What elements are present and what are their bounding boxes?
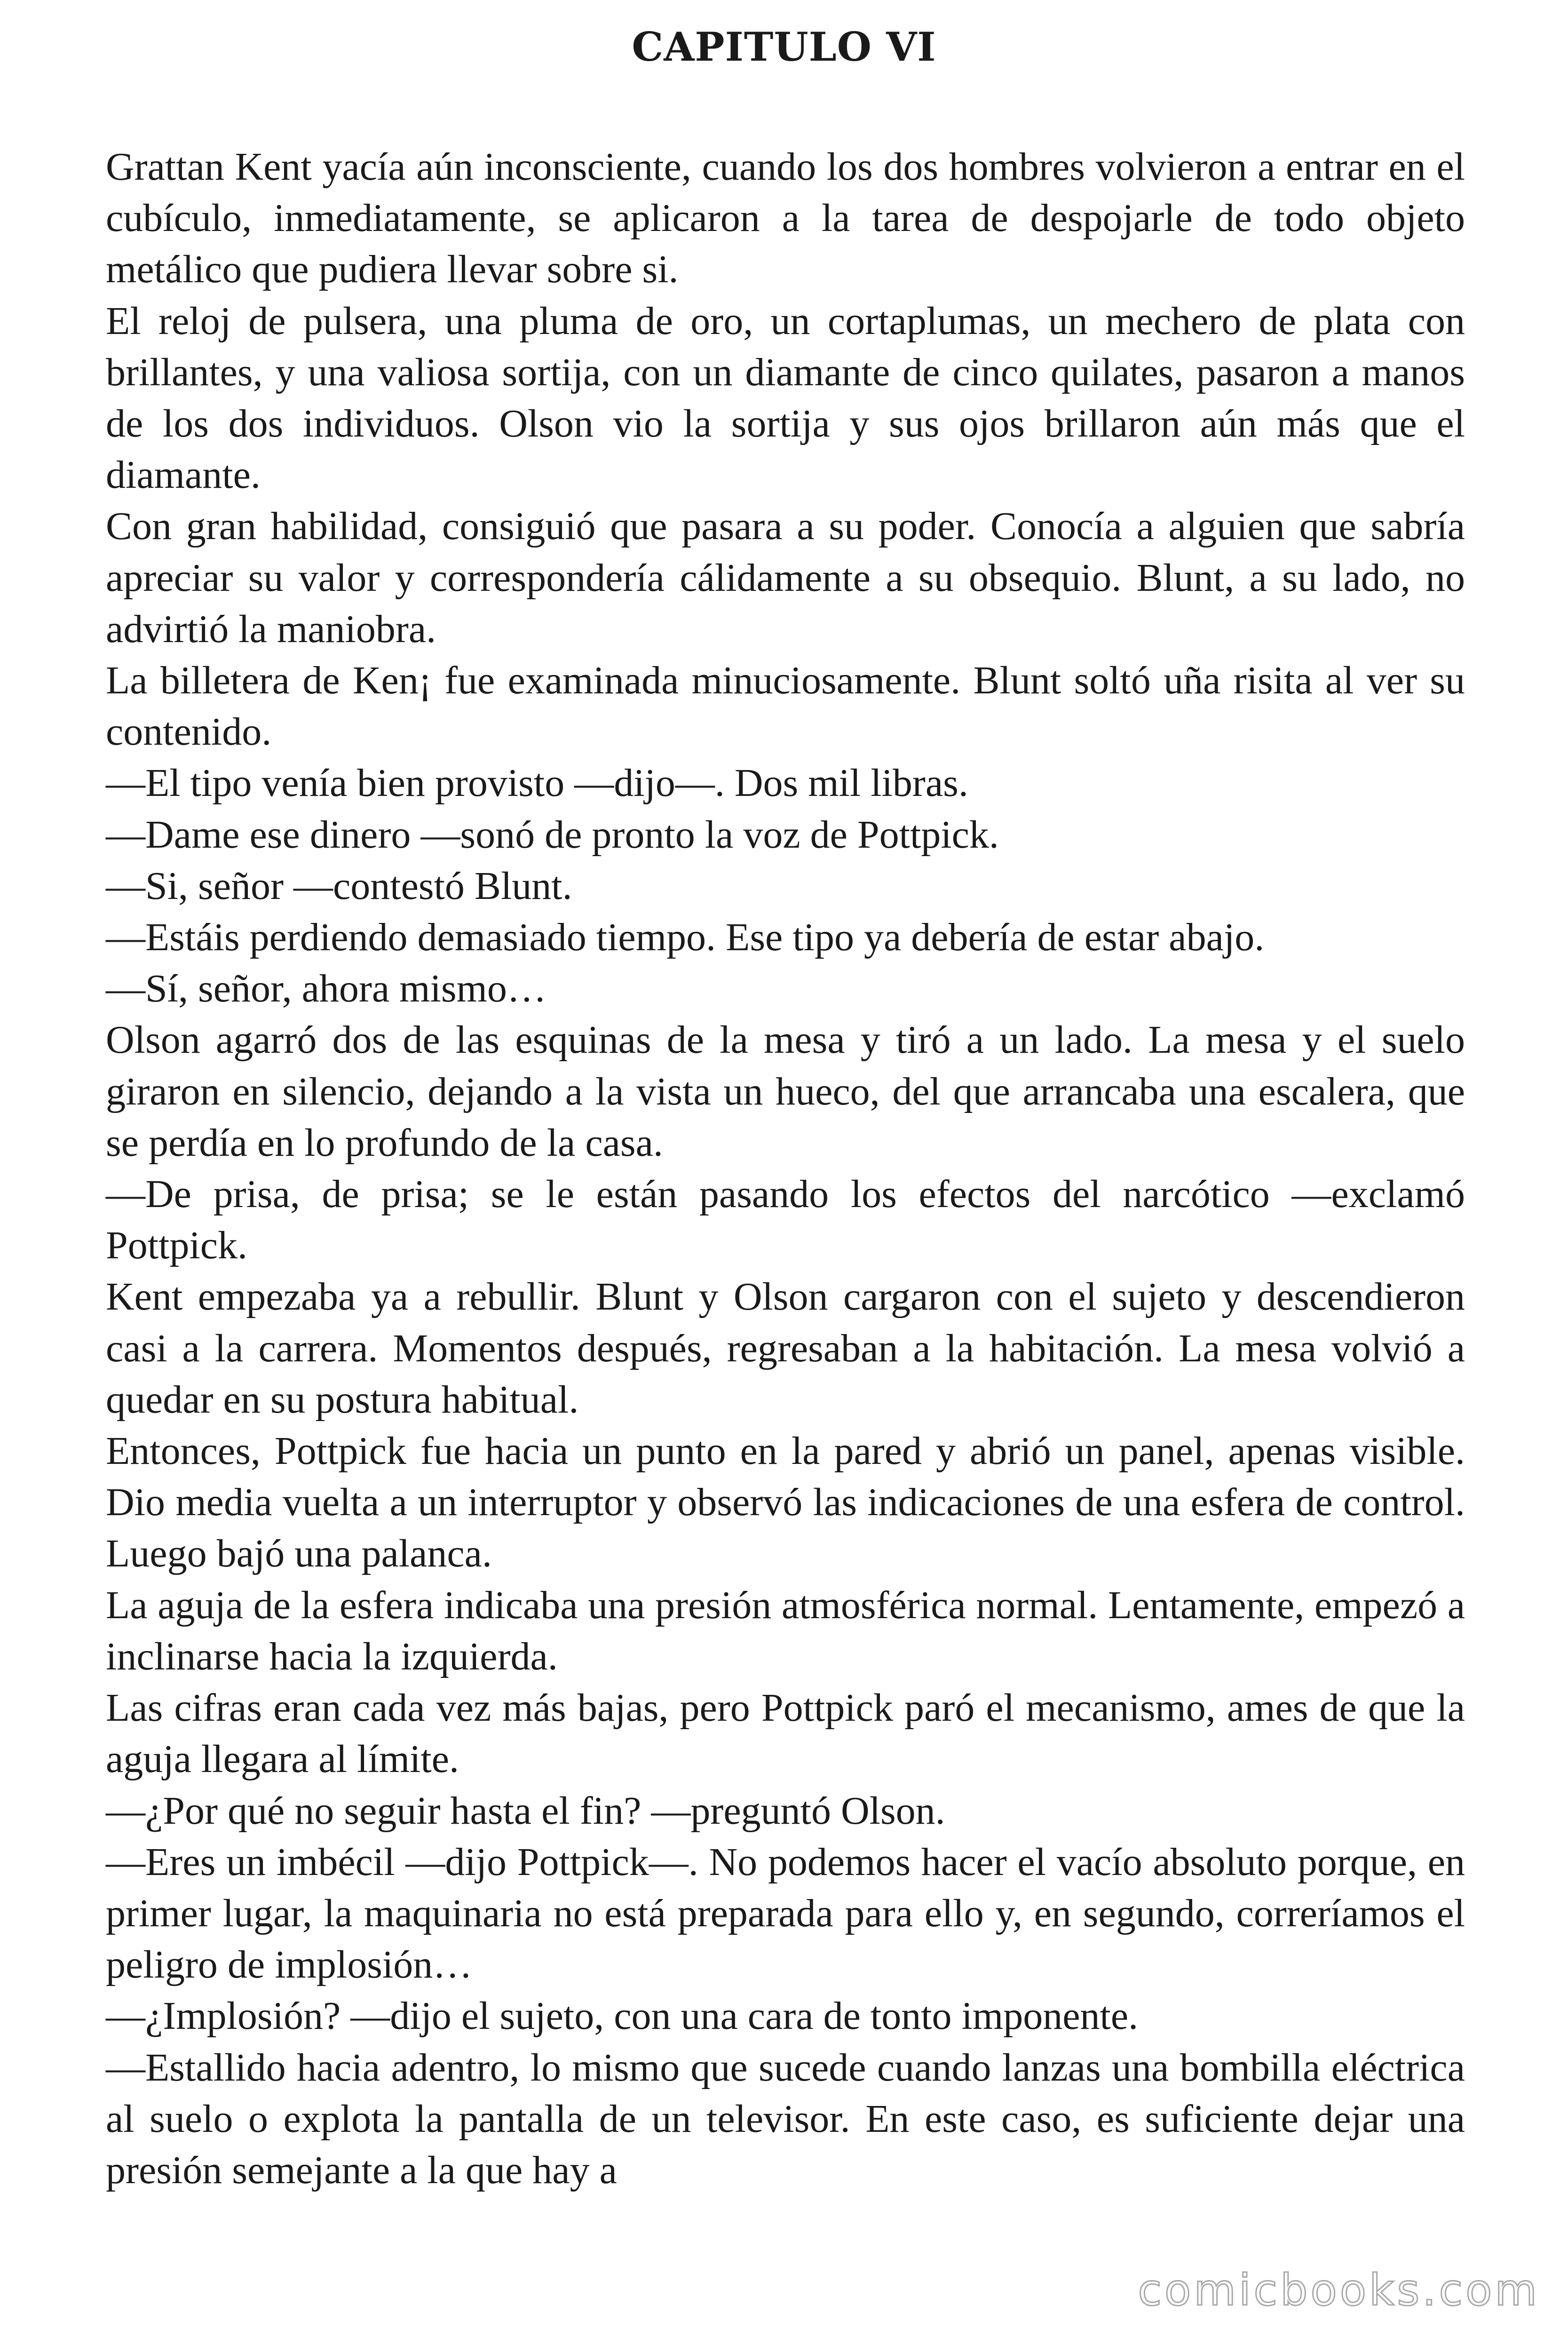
paragraph: Entonces, Pottpick fue hacia un punto en la pared y abrió un panel, apenas visible. Dio media vuelta a un interruptor y observó las indicaciones de una esfera de control. Luego bajó una palanca. <box>106 1429 1465 1576</box>
paragraph: El reloj de pulsera, una pluma de oro, un cortaplumas, un mechero de plata con brillantes, y una valiosa sortija, con un diamante de cinco quilates, pasaron a manos de los dos individuos. Olson vio la sortija y sus ojos brillaron aún más que el diamante. <box>106 299 1465 497</box>
site-watermark: comicbooks.com <box>1138 2265 1540 2315</box>
paragraph: Kent empezaba ya a rebullir. Blunt y Olson cargaron con el sujeto y descendieron casi a la carrera. Momentos después, regresaban a la habitación. La mesa volvió a quedar en su postura habitual. <box>106 1275 1465 1422</box>
chapter-title: CAPITULO VI <box>632 24 936 70</box>
paragraph: —Estallido hacia adentro, lo mismo que sucede cuando lanzas una bombilla eléctrica al suelo o explota la pantalla de un televisor. En este caso, es suficiente dejar una presión semejante a la que hay a <box>106 2045 1465 2192</box>
paragraph: —¿Por qué no seguir hasta el fin? —preguntó Olson. <box>106 1788 945 1833</box>
paragraph: —El tipo venía bien provisto —dijo—. Dos mil libras. <box>106 761 968 805</box>
paragraph: La aguja de la esfera indicaba una presión atmosférica normal. Lentamente, empezó a inclinarse hacia la izquierda. <box>106 1583 1465 1678</box>
paragraph: Con gran habilidad, consiguió que pasara a su poder. Conocía a alguien que sabría apreciar su valor y correspondería cálidamente a su obsequio. Blunt, a su lado, no advirtió la maniobra. <box>106 504 1465 651</box>
paragraph: —Sí, señor, ahora mismo… <box>106 967 546 1011</box>
paragraph: Grattan Kent yacía aún inconsciente, cuando los dos hombres volvieron a entrar en el cubículo, inmediatamente, se aplicaron a la tarea de despojarle de todo objeto metálico que pudiera llevar sobre si. <box>106 145 1465 292</box>
paragraph: La billetera de Ken¡ fue examinada minuciosamente. Blunt soltó uña risita al ver su contenido. <box>106 659 1465 754</box>
paragraph: —De prisa, de prisa; se le están pasando los efectos del narcótico —exclamó Pottpick. <box>106 1172 1465 1268</box>
chapter-body <box>106 141 1465 2196</box>
paragraph: —Eres un imbécil —dijo Pottpick—. No podemos hacer el vacío absoluto porque, en primer lugar, la maquinaria no está preparada para ello y, en segundo, correríamos el peligro de implosión… <box>106 1840 1465 1987</box>
paragraph: —Estáis perdiendo demasiado tiempo. Ese tipo ya debería de estar abajo. <box>106 915 1265 960</box>
paragraph: —Si, señor —contestó Blunt. <box>106 864 572 908</box>
paragraph: —Dame ese dinero —sonó de pronto la voz de Pottpick. <box>106 812 999 857</box>
paragraph: Olson agarró dos de las esquinas de la mesa y tiró a un lado. La mesa y el suelo giraron en silencio, dejando a la vista un hueco, del que arrancaba una escalera, que se perdía en lo profundo de la casa. <box>106 1018 1465 1165</box>
paragraph: Las cifras eran cada vez más bajas, pero Pottpick paró el mecanismo, ames de que la aguja llegara al límite. <box>106 1686 1465 1781</box>
paragraph: —¿Implosión? —dijo el sujeto, con una cara de tonto imponente. <box>106 1994 1139 2038</box>
